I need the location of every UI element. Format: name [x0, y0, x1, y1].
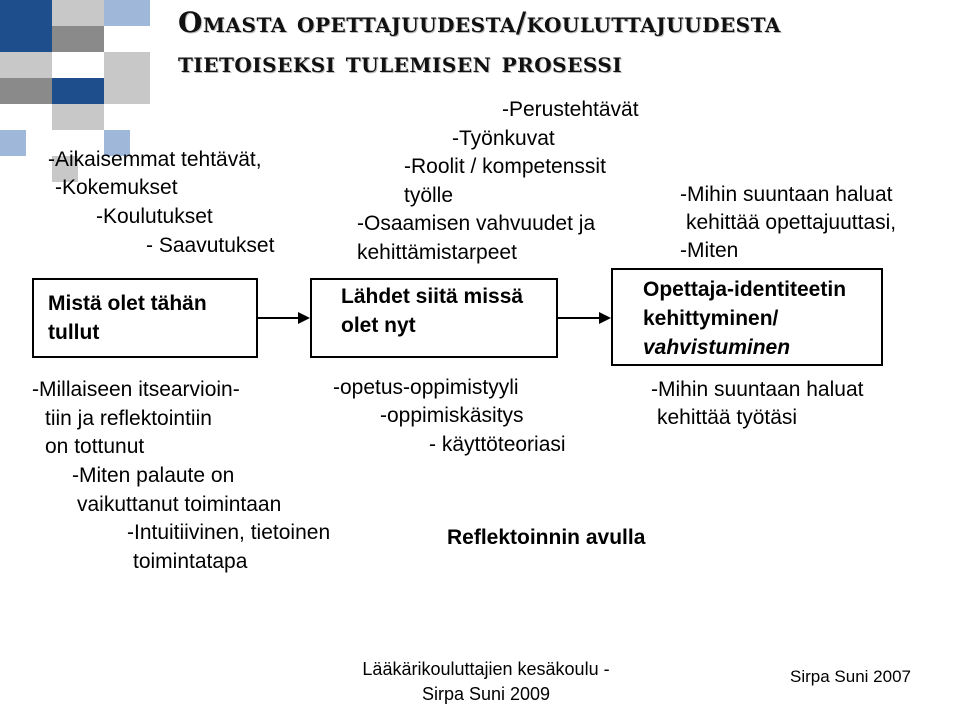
- box-identity-label: kehittyminen/: [643, 307, 779, 330]
- deco-square: [52, 26, 104, 52]
- bottom-left-item: tiin ja reflektointiin: [45, 407, 212, 430]
- box-current-label: olet nyt: [341, 314, 416, 337]
- bottom-right-item: -Mihin suuntaan haluat: [651, 378, 864, 401]
- deco-square: [0, 0, 52, 52]
- bottom-left-item: -Miten palaute on: [72, 464, 235, 487]
- top-middle-item: -Työnkuvat: [452, 127, 555, 150]
- top-right-item: -Miten: [680, 239, 739, 262]
- footer-center: [355, 659, 617, 705]
- bottom-right-item: kehittää työtäsi: [657, 406, 798, 429]
- top-left-item: -Koulutukset: [96, 205, 213, 228]
- box-identity-label: vahvistuminen: [643, 336, 791, 359]
- top-right-item: kehittää opettajuuttasi,: [686, 211, 897, 234]
- arrow-right-icon: [558, 303, 611, 333]
- deco-square: [52, 0, 104, 26]
- bottom-left-item: -Intuitiivinen, tietoinen: [127, 521, 331, 544]
- top-middle-item: -Perustehtävät: [502, 98, 639, 121]
- deco-square: [0, 52, 52, 78]
- deco-square: [104, 78, 150, 104]
- bottom-middle-item: -opetus-oppimistyyli: [333, 376, 519, 399]
- footer-right: Sirpa Suni 2007: [790, 667, 911, 686]
- deco-square: [52, 104, 104, 130]
- top-middle-item: -Roolit / kompetenssit: [404, 155, 606, 178]
- deco-square: [104, 0, 150, 26]
- top-middle-item: työlle: [404, 184, 454, 207]
- bottom-left-item: on tottunut: [45, 435, 145, 458]
- page-title-line1: Omasta opettajuudesta/kouluttajuudesta: [178, 6, 781, 39]
- top-left-item: -Aikaisemmat tehtävät,: [48, 148, 262, 171]
- box-current-label: Lähdet siitä missä: [341, 285, 524, 308]
- bottom-middle-item: -oppimiskäsitys: [380, 404, 524, 427]
- top-left-item: -Kokemukset: [55, 176, 178, 199]
- deco-square: [0, 78, 52, 104]
- top-middle-item: -Osaamisen vahvuudet ja: [357, 212, 596, 235]
- arrow-right-icon: [258, 303, 310, 333]
- page-title-line2: tietoiseksi tulemisen prosessi: [178, 46, 623, 79]
- bottom-left-item: vaikuttanut toimintaan: [77, 493, 282, 516]
- top-left-item: - Saavutukset: [146, 234, 275, 257]
- footer-center-line1: Lääkärikouluttajien kesäkoulu -: [362, 659, 610, 679]
- deco-square: [104, 52, 150, 78]
- top-middle-item: kehittämistarpeet: [357, 241, 517, 264]
- box-identity-label: Opettaja-identiteetin: [643, 278, 847, 301]
- top-right-item: -Mihin suuntaan haluat: [680, 183, 893, 206]
- bottom-middle-item: - käyttöteoriasi: [429, 433, 566, 456]
- deco-square: [52, 78, 104, 104]
- footer-center-line2: Sirpa Suni 2009: [421, 684, 551, 704]
- bottom-left-item: toimintatapa: [133, 550, 248, 573]
- reflection-label: Reflektoinnin avulla: [447, 526, 646, 549]
- bottom-left-item: -Millaiseen itsearvioin-: [32, 378, 240, 401]
- box-origin-label: Mistä olet tähän: [48, 292, 207, 315]
- box-origin-label: tullut: [48, 321, 100, 344]
- deco-square: [0, 130, 26, 156]
